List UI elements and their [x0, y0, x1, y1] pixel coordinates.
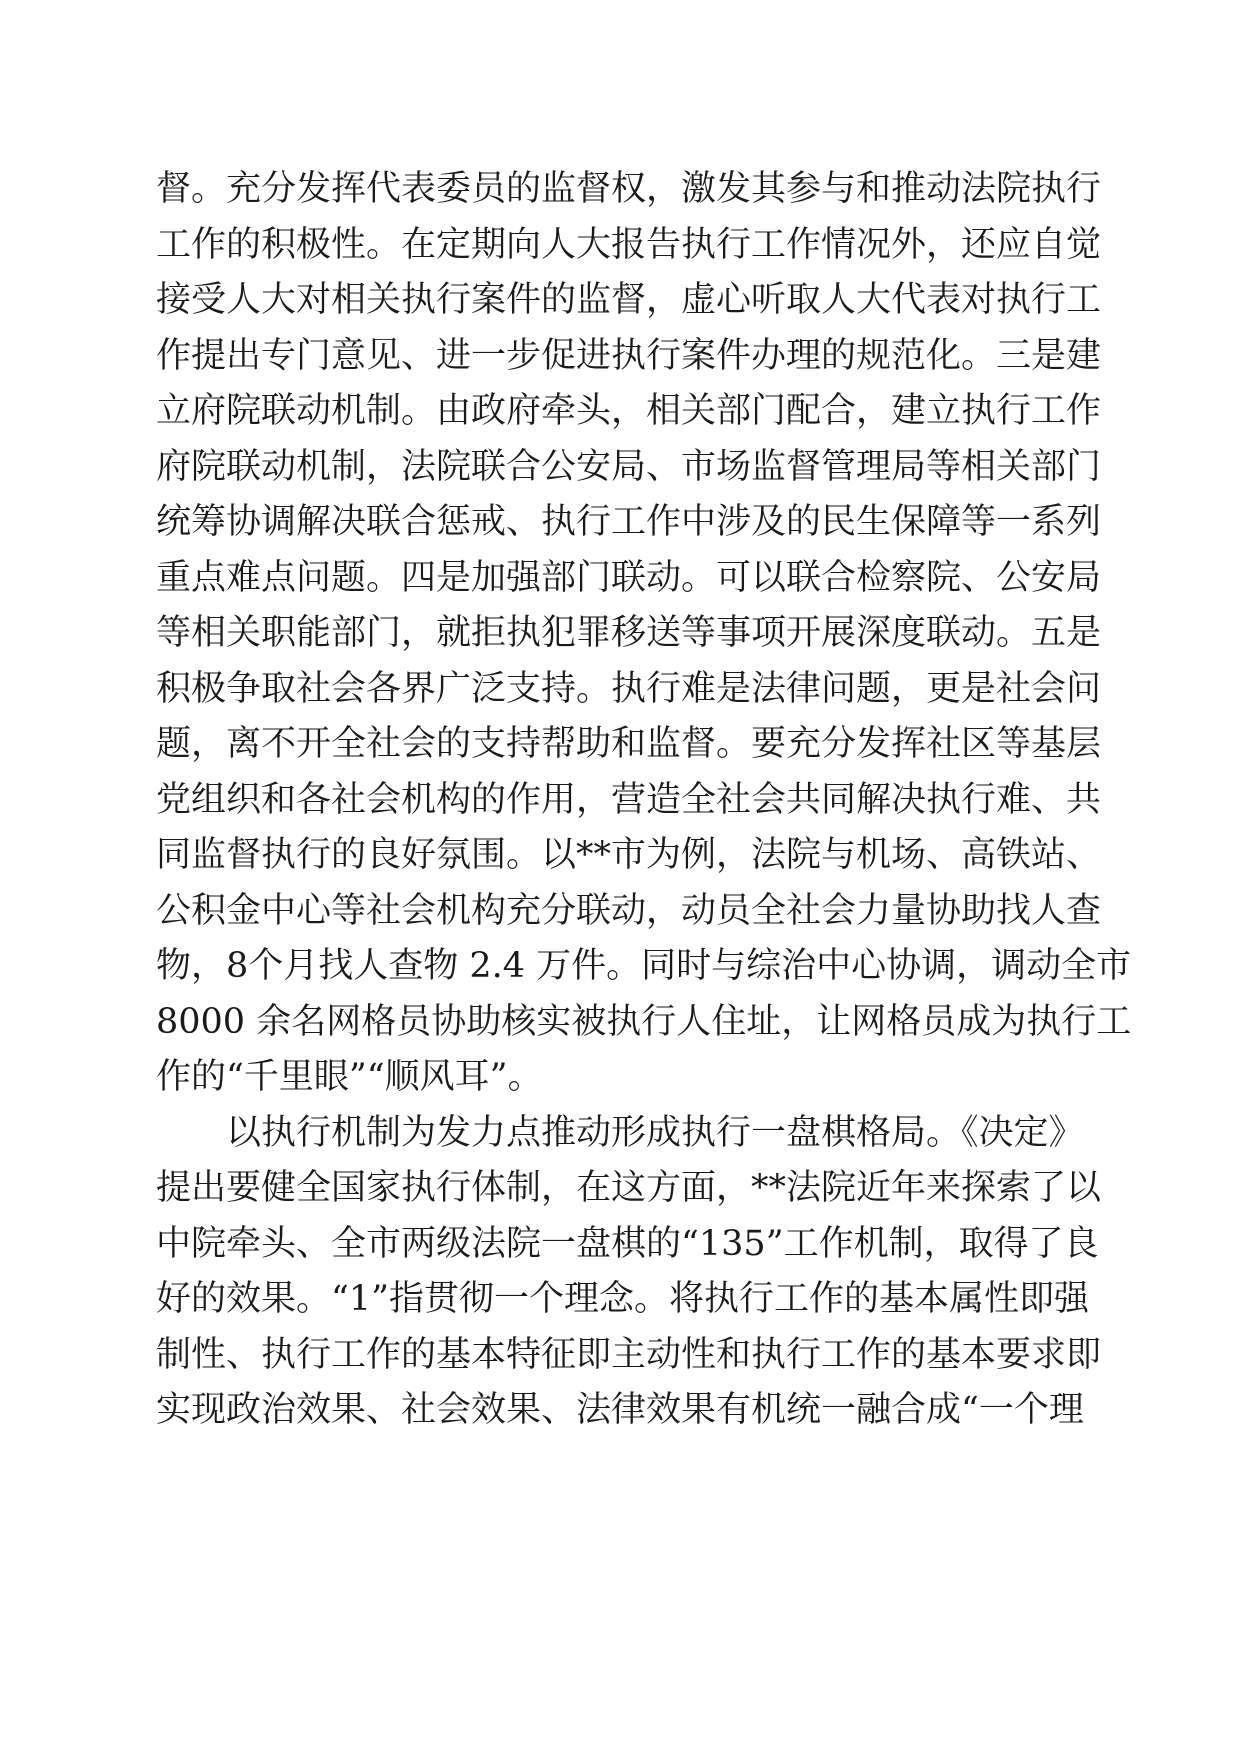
text-line: 8000 余名网格员协助核实被执行人住址，让网格员成为执行工 [156, 1001, 1132, 1042]
text-line: 以执行机制为发力点推动形成执行一盘棋格局。《决定》 [156, 1112, 1084, 1153]
text-line: 督。充分发挥代表委员的监督权，激发其参与和推动法院执行 [156, 169, 1102, 209]
text-line: 作的“千里眼”“顺风耳”。 [156, 1057, 543, 1097]
text-line: 等相关职能部门，就拒执犯罪移送等事项开展深度联动。五是 [156, 613, 1102, 653]
text-line: 中院牵头、全市两级法院一盘棋的“135”工作机制，取得了良 [156, 1223, 1099, 1264]
text-line: 接受人大对相关执行案件的监督，虚心听取人大代表对执行工 [156, 280, 1102, 320]
text-line: 府院联动机制，法院联合公安局、市场监督管理局等相关部门 [156, 446, 1102, 487]
text-line: 积极争取社会各界广泛支持。执行难是法律问题，更是社会问 [156, 668, 1102, 709]
paragraph-supervision-linkage [156, 162, 1132, 1106]
text-line: 制性、执行工作的基本特征即主动性和执行工作的基本要求即 [156, 1334, 1102, 1375]
text-line: 好的效果。“1”指贯彻一个理念。将执行工作的基本属性即强 [156, 1279, 1090, 1319]
document-body [156, 162, 1132, 1439]
text-line: 提出要健全国家执行体制，在这方面，**法院近年来探索了以 [156, 1168, 1102, 1208]
text-line: 工作的积极性。在定期向人大报告执行工作情况外，还应自觉 [156, 224, 1102, 265]
text-line: 公积金中心等社会机构充分联动，动员全社会力量协助找人查 [156, 890, 1102, 931]
text-line: 立府院联动机制。由政府牵头，相关部门配合，建立执行工作 [156, 391, 1102, 431]
paragraph-execution-mechanism [156, 1106, 1102, 1439]
text-line: 重点难点问题。四是加强部门联动。可以联合检察院、公安局 [156, 557, 1102, 598]
text-line: 实现政治效果、社会效果、法律效果有机统一融合成“一个理 [156, 1390, 1084, 1430]
text-line: 党组织和各社会机构的作用，营造全社会共同解决执行难、共 [156, 779, 1102, 820]
text-line: 题，离不开全社会的支持帮助和监督。要充分发挥社区等基层 [156, 724, 1102, 764]
text-line: 统筹协调解决联合惩戒、执行工作中涉及的民生保障等一系列 [156, 502, 1102, 542]
text-line: 同监督执行的良好氛围。以**市为例，法院与机场、高铁站、 [156, 835, 1102, 875]
text-line: 作提出专门意见、进一步促进执行案件办理的规范化。三是建 [156, 335, 1102, 376]
text-line: 物，8个月找人查物 2.4 万件。同时与综治中心协调，调动全市 [156, 946, 1132, 986]
